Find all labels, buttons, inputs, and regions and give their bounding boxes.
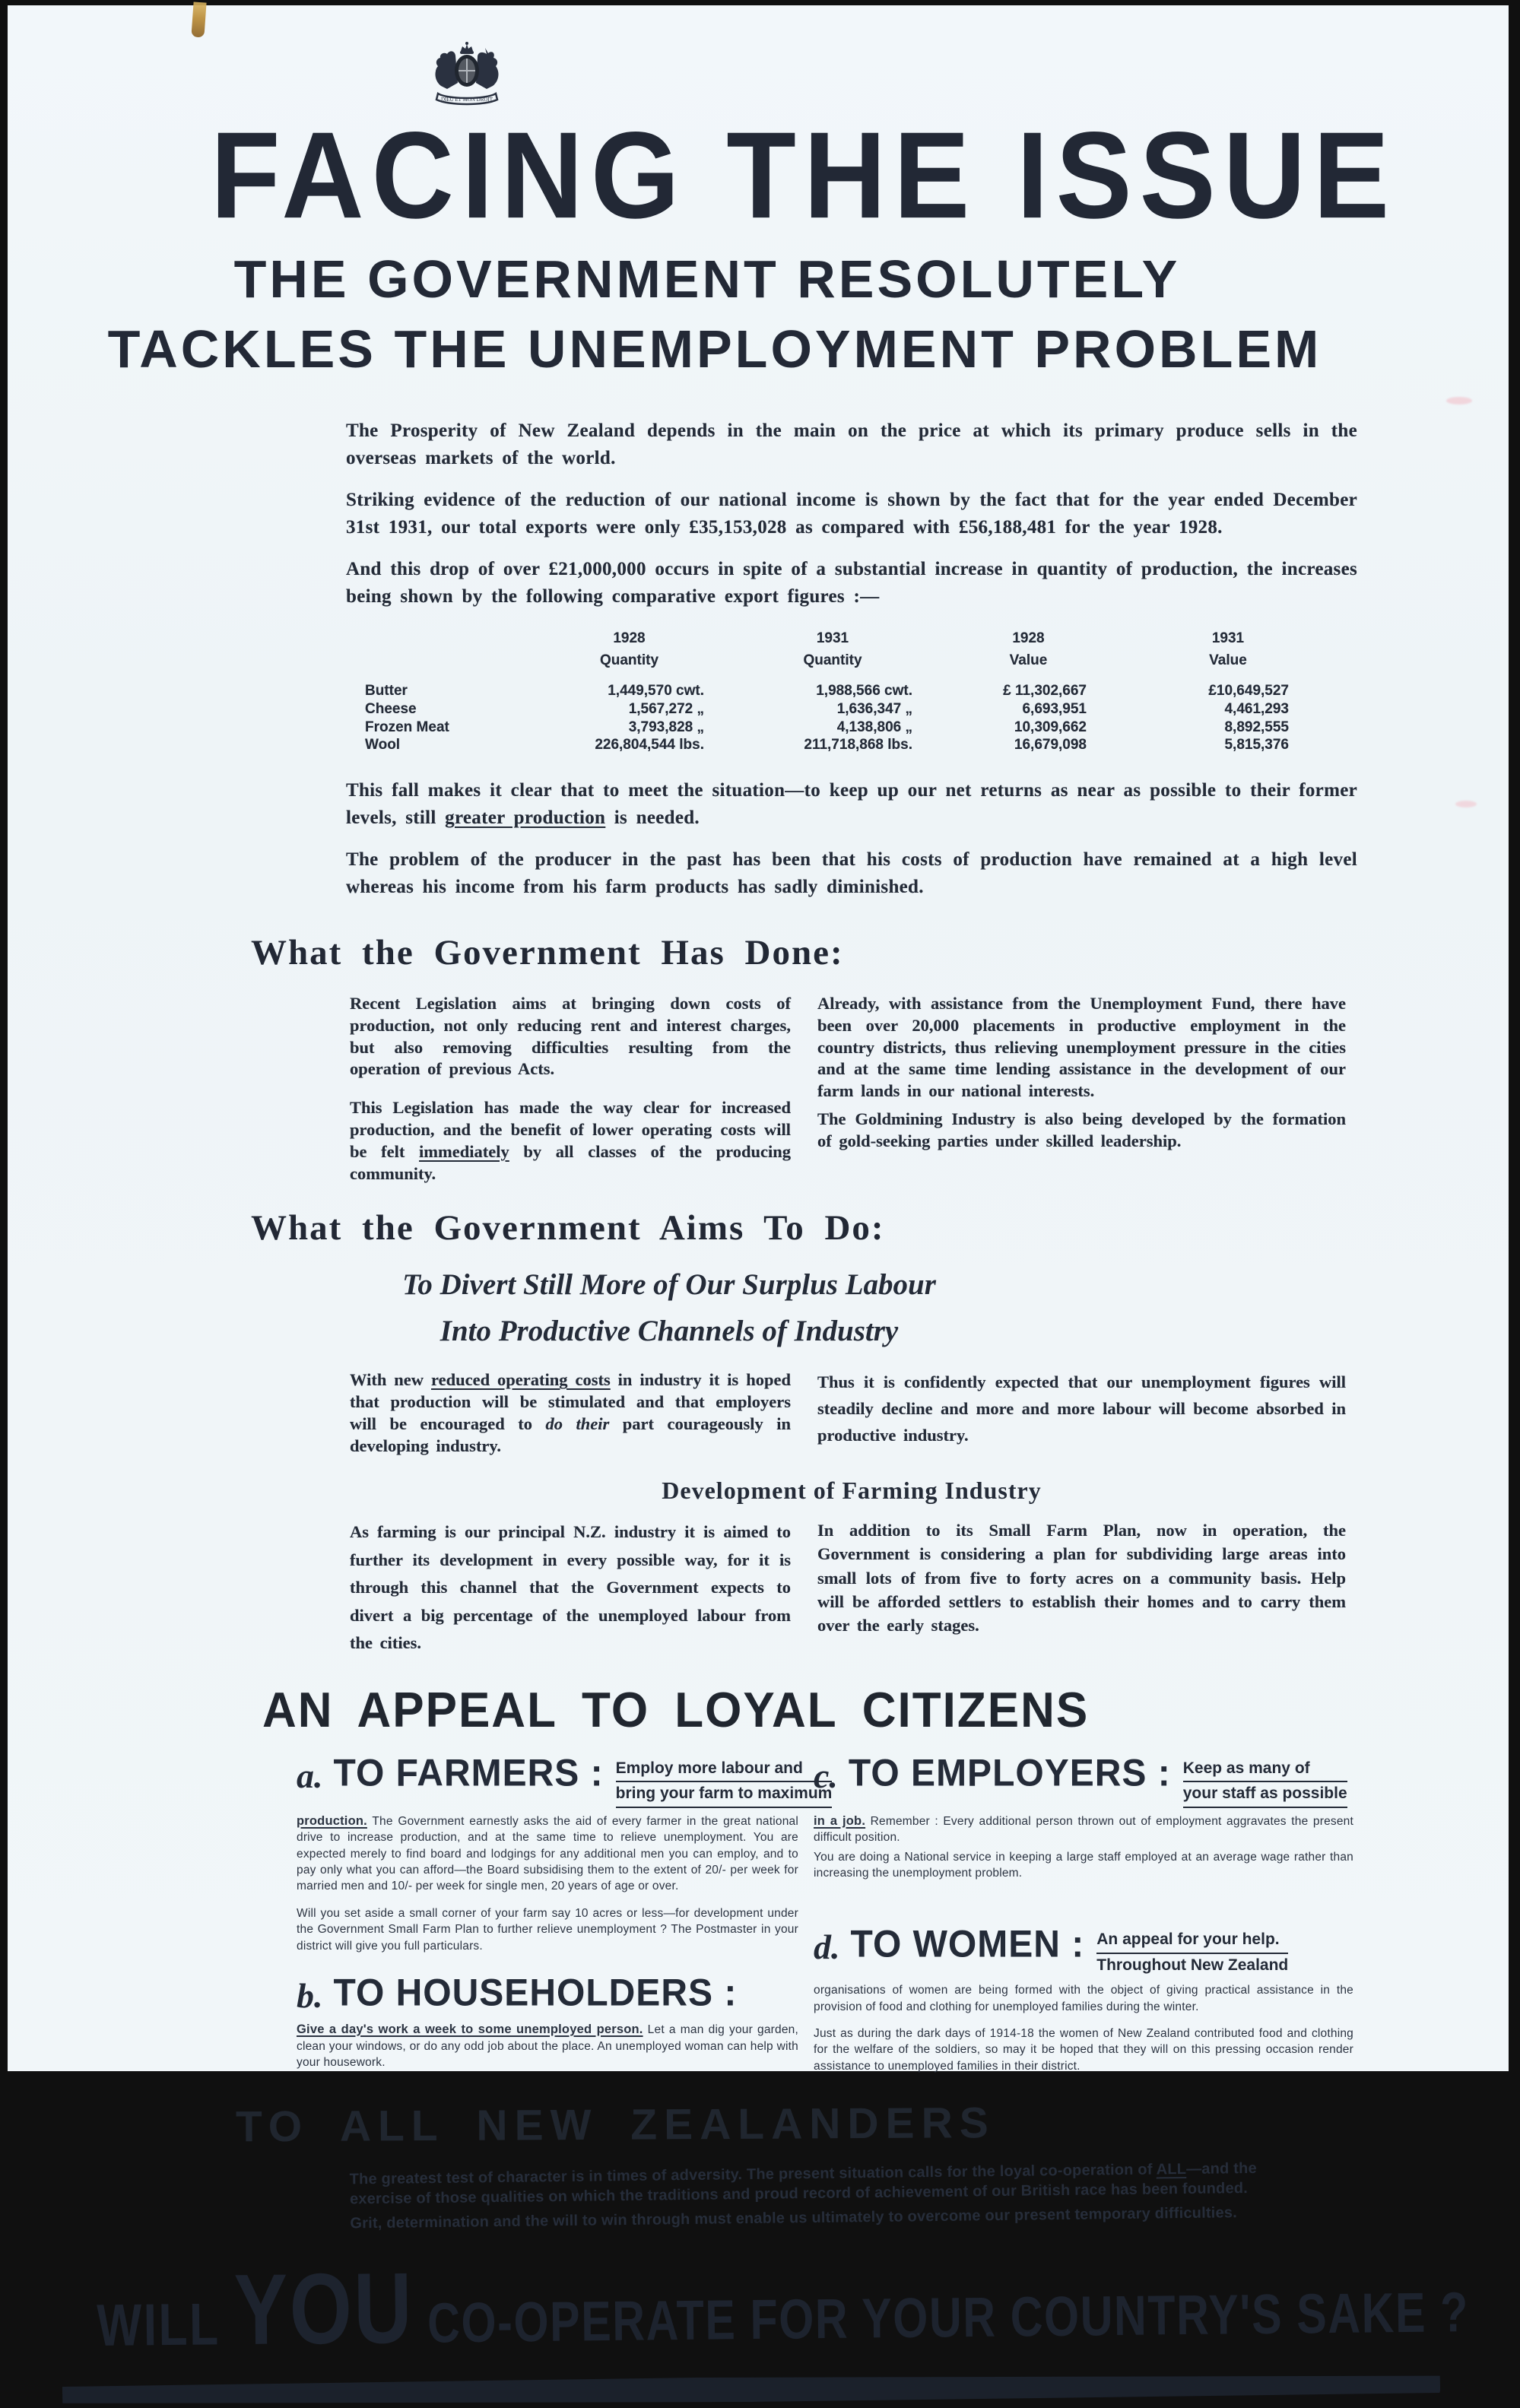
aims-right-column <box>817 1369 1346 1457</box>
employers-paragraph-1 <box>814 1813 1353 1846</box>
quantity-1931: 1,988,566 cwt. <box>816 683 912 699</box>
women-lead <box>1096 1927 1288 1978</box>
value-1931: £10,649,527 <box>1208 683 1289 699</box>
fall-post: is needed. <box>605 807 700 828</box>
quantity-1928: 226,804,544 lbs. <box>595 737 704 753</box>
employers-p1-underlined: in a job. <box>814 1813 866 1828</box>
farmers-body <box>297 1813 798 1954</box>
employers-heading <box>814 1752 1353 1808</box>
quantity-1928: 1,567,272 „ <box>628 700 704 717</box>
producer-paragraph: The problem of the producer in the past has been that his costs of production have remained at a high level whereas his income from his farm products has sadly diminished. <box>346 849 1357 897</box>
aims-left-paragraph <box>350 1369 791 1457</box>
scan-artifact <box>1446 397 1472 405</box>
table-row <box>365 682 1338 700</box>
fall-paragraph <box>346 777 1357 900</box>
commodity-label: Frozen Meat <box>365 719 449 735</box>
footer-rest: CO-OPERATE FOR YOUR COUNTRY'S SAKE ? <box>413 2280 1470 2355</box>
employers-body <box>814 1813 1353 1882</box>
poster-title: FACING THE ISSUE <box>210 106 1398 244</box>
householders-heading <box>297 1972 798 2015</box>
women-body <box>814 1982 1353 2074</box>
value-1928: 16,679,098 <box>1014 737 1087 753</box>
householders-body <box>297 2021 798 2071</box>
aims-post: part courageously in developing industry. <box>350 1413 791 1455</box>
column-header <box>730 628 935 671</box>
employers-p1-text: Remember : Every additional person thrown out of employment aggravates the present difficult position. <box>814 1814 1353 1845</box>
householders-underlined: Give a day's work a week to some unemployed person. <box>297 2022 643 2036</box>
all-nz-p1-pre: The greatest test of character is in times of adversity. The present situation calls for the loyal co-operation of <box>349 2161 1157 2188</box>
householders-paragraph <box>297 2021 798 2071</box>
women-title: TO WOMEN : <box>850 1924 1085 1966</box>
aims-columns <box>350 1369 1346 1457</box>
farmers-paragraph-2: Will you set aside a small corner of your farm say 10 acres or less—for development under the Government Small Farm Plan to further relieve unemployment ? The Postmaster in your district will give you full particulars. <box>297 1906 798 1953</box>
commodity-label: Cheese <box>365 700 417 717</box>
farmers-lead <box>616 1756 833 1808</box>
section-heading-has-done: What the Government Has Done: <box>251 933 844 972</box>
scan-artifact <box>1455 801 1477 807</box>
appeal-left-column <box>297 1752 833 2086</box>
aims-pre: With new <box>350 1370 431 1390</box>
aims-subtitle <box>346 1262 992 1354</box>
farming-heading: Development of Farming Industry <box>662 1477 1042 1505</box>
value-1928: 10,309,662 <box>1014 719 1087 735</box>
all-nz-heading: TO ALL NEW ZEALANDERS <box>235 2099 995 2152</box>
intro-paragraph-3: And this drop of over £21,000,000 occurs in spite of a substantial increase in quantity of production, the increases being shown by the following comparative export figures :— <box>346 559 1357 607</box>
footer-you: YOU <box>233 2251 414 2366</box>
p2-post: by all classes of the producing community. <box>350 1141 791 1183</box>
footer-will: WILL <box>96 2290 235 2359</box>
has-done-left-p2 <box>350 1097 791 1185</box>
column-year: 1928 <box>613 630 646 646</box>
all-nz-p1-post: —and the exercise of those qualities on which the traditions and proud record of achievement of our British race has been founded. <box>349 2159 1257 2208</box>
quantity-1928: 1,449,570 cwt. <box>608 683 704 699</box>
table-header-row <box>365 628 1338 671</box>
women-heading <box>814 1924 1353 1978</box>
quantity-1928: 3,793,828 „ <box>628 719 704 735</box>
appeal-heading: AN APPEAL TO LOYAL CITIZENS <box>262 1682 1090 1738</box>
p2-underlined: immediately <box>419 1141 509 1161</box>
poster-subtitle-line1: THE GOVERNMENT RESOLUTELY <box>233 249 1181 309</box>
all-nz-body <box>350 2159 1274 2234</box>
column-label: Value <box>1009 652 1048 668</box>
commodity-label: Butter <box>365 683 408 699</box>
has-done-columns <box>350 993 1346 1185</box>
has-done-left-column <box>350 993 791 1185</box>
export-figures-table <box>365 628 1338 754</box>
all-nz-paragraph-1 <box>350 2159 1274 2210</box>
fall-underlined: greater production <box>445 807 606 828</box>
has-done-right-p1: Already, with assistance from the Unemployment Fund, there have been over 20,000 placements in productive employment in the country districts, thus relieving unemployment pressure in the cities and at the same time lending assistance in the development of our farm lands in our national interests. <box>817 994 1346 1101</box>
poster-page <box>8 5 1509 2366</box>
farming-right-column <box>817 1518 1346 1657</box>
column-label: Quantity <box>599 652 659 668</box>
column-header <box>1122 628 1334 671</box>
women-lead-line1: An appeal for your help. <box>1096 1928 1288 1953</box>
aims-underlined: reduced operating costs <box>431 1370 611 1390</box>
farming-right-paragraph: In addition to its Small Farm Plan, now in operation, the Government is considering a plan for subdividing large areas into small lots of from five to forty acres on a community basis. Help will be afforded settlers to establish their homes and to carry them over the early stages. <box>817 1521 1346 1635</box>
commodity-label: Wool <box>365 737 401 753</box>
tape-stain <box>191 2 206 37</box>
table-row <box>365 736 1338 754</box>
intro-paragraph-2: Striking evidence of the reduction of our national income is shown by the fact that for the year ended December 31st 1931, our total exports were only £35,153,028 as compared with £56,188,481 for the year 1928. <box>346 490 1357 538</box>
women-letter: d. <box>814 1927 840 1967</box>
farmers-p1-underlined: production. <box>297 1813 367 1828</box>
aims-subtitle-line2: Into Productive Channels of Industry <box>439 1314 899 1347</box>
employers-lead-line2: your staff as possible <box>1183 1782 1347 1807</box>
intro-paragraphs <box>346 417 1357 610</box>
value-1928: £ 11,302,667 <box>1003 683 1087 699</box>
value-1931: 5,815,376 <box>1224 737 1289 753</box>
aims-mid: in industry it is hoped that production will be stimulated and that employers will be encouraged to <box>350 1370 791 1433</box>
table-row <box>365 719 1338 737</box>
householders-letter: b. <box>297 1975 323 2015</box>
crest-motto: DIEU ET MON DROIT <box>440 97 493 103</box>
column-year: 1928 <box>1012 630 1045 646</box>
employers-letter: c. <box>814 1756 838 1795</box>
value-1931: 4,461,293 <box>1224 700 1289 717</box>
aims-italic: do their <box>545 1413 610 1433</box>
farming-left-paragraph: As farming is our principal N.Z. industry it is aimed to further its development in every possible way, for it is through this channel that the Government expects to divert a big percentage of the unemployed labour from the cities. <box>350 1522 791 1653</box>
farmers-lead-line1: Employ more labour and <box>616 1757 833 1782</box>
value-1931: 8,892,555 <box>1224 719 1289 735</box>
farmers-lead-line2: bring your farm to maximum <box>616 1782 833 1807</box>
women-paragraph-2: Just as during the dark days of 1914-18 the women of New Zealand contributed food and clothing for the welfare of the soldiers, so may it be hoped that they will on this pressing occasion render assistance to unemployed families in their district. <box>814 2027 1353 2073</box>
farming-columns <box>350 1518 1346 1657</box>
quantity-1931: 211,718,868 lbs. <box>804 737 912 753</box>
footer-underline-rule <box>62 2370 1440 2408</box>
aims-subtitle-line1: To Divert Still More of Our Surplus Labour <box>402 1268 936 1302</box>
column-header <box>935 628 1122 671</box>
farmers-heading <box>297 1752 833 1808</box>
quantity-1931: 1,636,347 „ <box>836 700 912 717</box>
employers-lead-line1: Keep as many of <box>1183 1757 1347 1782</box>
farmers-title: TO FARMERS : <box>333 1752 604 1794</box>
column-label: Value <box>1209 652 1247 668</box>
farming-left-column <box>350 1518 791 1657</box>
appeal-columns <box>297 1752 1353 2086</box>
farmers-letter: a. <box>297 1756 323 1795</box>
section-heading-aims: What the Government Aims To Do: <box>251 1208 885 1248</box>
has-done-right-p2: The Goldmining Industry is also being developed by the formation of gold-seeking parties under skilled leadership. <box>817 1109 1346 1150</box>
has-done-right-column <box>817 993 1346 1185</box>
has-done-left-p1: Recent Legislation aims at bringing down costs of production, not only reducing rent and interest charges, but also removing difficulties resulting from the operation of previous Acts. <box>350 994 791 1079</box>
women-lead-line2: Throughout New Zealand <box>1096 1956 1289 1974</box>
aims-left-column <box>350 1369 791 1457</box>
all-nz-paragraph-2: Grit, determination and the will to win through must enable us ultimately to overcome our present temporary difficulties. <box>350 2204 1238 2232</box>
all-nz-p1-underlined: ALL <box>1156 2161 1187 2178</box>
quantity-1931: 4,138,806 „ <box>836 719 912 735</box>
women-paragraph-1: organisations of women are being formed with the object of giving practical assistance in the provision of food and clothing for unemployed families during the winter. <box>814 1984 1353 2013</box>
fall-text <box>346 777 1357 831</box>
fall-pre: This fall makes it clear that to meet the situation—to keep up our net returns as near as possible to their former levels, still <box>346 780 1357 828</box>
employers-paragraph-2: You are doing a National service in keeping a large staff employed at an average wage rather than increasing the unemployment problem. <box>814 1850 1353 1880</box>
p2-pre: This Legislation has made the way clear for increased production, and the benefit of lower operating costs will be felt <box>350 1098 791 1161</box>
farmers-paragraph-1 <box>297 1813 798 1895</box>
footer-slogan <box>96 2242 1470 2369</box>
poster-subtitle-line2: TACKLES THE UNEMPLOYMENT PROBLEM <box>107 319 1322 379</box>
householders-text: Let a man dig your garden, clean your windows, or do any odd job about the place. An unemployed woman can help with your housework. <box>297 2023 798 2070</box>
value-1928: 6,693,951 <box>1022 700 1087 717</box>
table-header-spacer <box>365 628 528 671</box>
royal-coat-of-arms-icon <box>424 39 509 112</box>
column-year: 1931 <box>816 630 849 646</box>
householders-title: TO HOUSEHOLDERS : <box>333 1972 738 2014</box>
farmers-p1-text: The Government earnestly asks the aid of every farmer in the great national drive to increase production, and at the same time to relieve unemployment. You are expected merely to find board and lodgings for any additional men you can employ, and to pay only what you can afford—the Board subsidising them to the extent of 20/- per week for married men and 10/- per week for single men, 20 years of age or over. <box>297 1814 798 1893</box>
column-label: Quantity <box>803 652 862 668</box>
table-row <box>365 700 1338 719</box>
aims-right-paragraph: Thus it is confidently expected that our unemployment figures will steadily decline and more and more labour will become absorbed in productive industry. <box>817 1372 1346 1445</box>
employers-title: TO EMPLOYERS : <box>848 1752 1171 1794</box>
column-year: 1931 <box>1211 630 1245 646</box>
column-header <box>528 628 730 671</box>
intro-paragraph-1: The Prosperity of New Zealand depends in the main on the price at which its primary produce sells in the overseas markets of the world. <box>346 420 1357 468</box>
appeal-right-column <box>814 1752 1353 2086</box>
employers-lead <box>1183 1756 1347 1808</box>
